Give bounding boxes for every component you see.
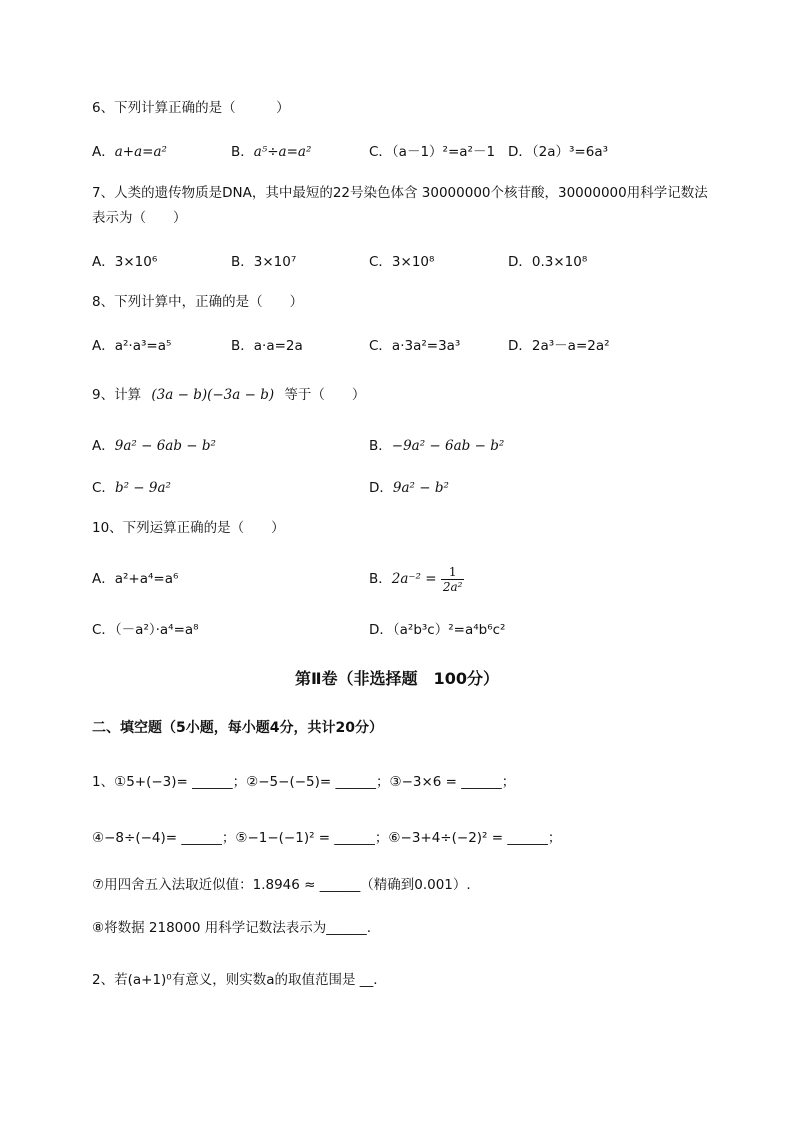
q9-stem: [92, 385, 365, 405]
q6-option-b: [231, 142, 311, 162]
q10-option-c: C．（－a²）·a⁴=a⁸: [92, 622, 199, 638]
q7-option-a: A．3×10⁶: [92, 254, 158, 270]
q9-option-a: [92, 436, 216, 456]
q9-option-b: [369, 436, 504, 456]
q9-stem-suffix: 等于（ ）: [284, 387, 366, 403]
fill2-line1: 2、若(a+1)⁰有意义，则实数a的取值范围是 __.: [92, 972, 378, 988]
section2-title: 第Ⅱ卷（非选择题 100分）: [295, 669, 499, 688]
q9-option-c: [92, 478, 171, 498]
q9-option-c-label: C．: [92, 480, 115, 496]
fill1-line3: ⑦用四舍五入法取近似值：1.8946 ≈ ______（精确到0.001）.: [92, 877, 471, 893]
q9-stem-prefix: 9、计算: [92, 387, 142, 403]
q6-option-a: [92, 142, 167, 162]
q7-stem-line1: 7、人类的遗传物质是DNA，其中最短的22号染色体含 30000000个核苷酸，30000000用科学记数法: [92, 185, 708, 201]
q8-option-c: C．a·3a²=3a³: [369, 338, 461, 354]
q8-stem: 8、下列计算中，正确的是（ ）: [92, 294, 304, 310]
fill1-line1: 1、①5+(−3)= ______；②−5−(−5)= ______；③−3×6 = ______；: [92, 774, 516, 790]
q6-option-d: D．（2a）³=6a³: [508, 144, 609, 160]
q9-option-b-label: B．: [369, 438, 392, 454]
q10-option-b-denominator: 2a²: [442, 579, 463, 594]
q8-option-d: D．2a³－a=2a²: [508, 338, 610, 354]
q10-option-b-label: B．: [369, 571, 392, 587]
q10-option-b-numerator: 1: [441, 565, 465, 580]
q8-option-b: B．a·a=2a: [231, 338, 303, 354]
q6-option-c: C．（a－1）²=a²－1: [369, 144, 496, 160]
q9-option-d-expr: 9a² − b²: [392, 480, 449, 496]
fill1-line4: ⑧将数据 218000 用科学记数法表示为______.: [92, 920, 372, 936]
q10-option-a: A．a²+a⁴=a⁶: [92, 571, 179, 587]
q10-option-b-lhs: 2a⁻² =: [391, 571, 437, 587]
q9-stem-expr: (3a − b)(−3a − b): [151, 387, 275, 403]
q7-option-d: D．0.3×10⁸: [508, 254, 588, 270]
q6-option-b-label: B．: [231, 144, 254, 160]
section2-heading: 二、填空题（5小题，每小题4分，共计20分）: [92, 720, 383, 736]
q9-option-a-expr: 9a² − 6ab − b²: [114, 438, 216, 454]
q8-option-a: A．a²·a³=a⁵: [92, 338, 172, 354]
q6-stem: 6、下列计算正确的是（ ）: [92, 100, 290, 116]
q6-option-a-expr: a+a=a²: [114, 144, 167, 160]
q9-option-d-label: D．: [369, 480, 393, 496]
q7-stem-line2: 表示为（ ）: [92, 210, 187, 226]
q6-option-a-label: A．: [92, 144, 115, 160]
q10-option-b: [369, 562, 464, 596]
q10-stem: 10、下列运算正确的是（ ）: [92, 520, 285, 536]
q7-option-c: C．3×10⁸: [369, 254, 435, 270]
fill1-line2: ④−8÷(−4)= ______；⑤−1−(−1)² = ______；⑥−3+4÷(−2)² = ______；: [92, 830, 562, 846]
q6-option-b-expr: a⁵÷a=a²: [253, 144, 312, 160]
q9-option-a-label: A．: [92, 438, 115, 454]
q7-option-b: B．3×10⁷: [231, 254, 297, 270]
q9-option-d: [369, 478, 449, 498]
q10-option-d: D．（a²b³c）²=a⁴b⁶c²: [369, 622, 506, 638]
q10-option-b-fraction: [441, 565, 465, 594]
q9-option-c-expr: b² − 9a²: [114, 480, 171, 496]
q9-option-b-expr: −9a² − 6ab − b²: [391, 438, 505, 454]
